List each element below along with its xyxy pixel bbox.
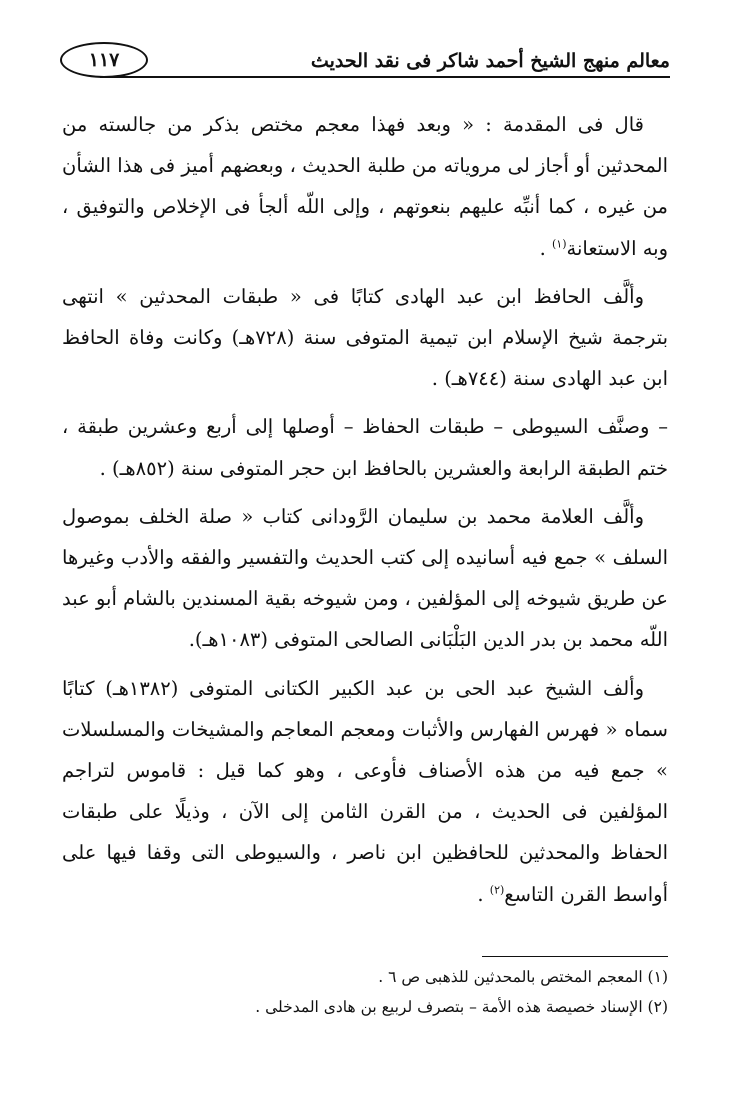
paragraph-text: قال فى المقدمة : « وبعد فهذا معجم مختص بذكر من جالسته من المحدثين أو أجاز لى مروياته من طلبة الحديث ، وبعضهم أميز فى هذا الشأن من غيره ، كما أنبِّه عليهم بنعوتهم ، وإلى اللّه ألجأ فى الإخلاص والتوفيق ، وبه الاستعانة bbox=[62, 113, 668, 260]
running-header-title: معالم منهج الشيخ أحمد شاكر فى نقد الحديث bbox=[310, 50, 670, 72]
running-header bbox=[60, 42, 670, 80]
page-number: ١١٧ bbox=[60, 42, 148, 78]
paragraph-tail: . bbox=[539, 236, 552, 260]
paragraph-text: وألف الشيخ عبد الحى بن عبد الكبير الكتانى المتوفى (١٣٨٢هـ) كتابًا سماه « فهرس الفهارس والأثبات ومعجم المعاجم والمشيخات والمسلسلات » جمع فيه من هذه الأصناف فأوعى ، وهو كما قيل : قاموس لتراجم المؤلفين فى الحديث ، من القرن الثامن إلى الآن ، وذيلًا على طبقات الحفاظ والمحدثين للحافظين ابن ناصر ، والسيوطى التى وقفا فيها على أواسط القرن التاسع bbox=[62, 676, 668, 906]
body-text bbox=[62, 104, 668, 922]
paragraph-suyuti bbox=[62, 406, 668, 488]
paragraph-text: – وصنَّف السيوطى – طبقات الحفاظ – أوصلها إلى أربع وعشرين طبقة ، ختم الطبقة الرابعة والعشرين بالحافظ ابن حجر المتوفى سنة (٨٥٢هـ) . bbox=[62, 415, 668, 480]
footnote-separator bbox=[482, 956, 668, 957]
paragraph-text: وألَّف العلامة محمد بن سليمان الرَّودانى كتاب « صلة الخلف بموصول السلف » جمع فيه أسانيده إلى كتب الحديث والتفسير والفقه والأدب وغيرها عن طريق شيوخه إلى المؤلفين ، ومن شيوخه بقية المسندين بالشام أبو عبد اللّه محمد بن بدر الدين البَلْبَانى الصالحى المتوفى (١٠٨٣هـ). bbox=[62, 504, 668, 652]
footnote-1: (١) المعجم المختص بالمحدثين للذهبى ص ٦ . bbox=[378, 968, 668, 986]
footnote-2: (٢) الإسناد خصيصة هذه الأمة – بتصرف لربيع بن هادى المدخلى . bbox=[255, 998, 668, 1016]
header-rule bbox=[100, 76, 670, 78]
paragraph-rudani bbox=[62, 496, 668, 661]
paragraph-ibn-abd-al-hadi bbox=[62, 276, 668, 400]
paragraph-text: وألَّف الحافظ ابن عبد الهادى كتابًا فى « طبقات المحدثين » انتهى بترجمة شيخ الإسلام ابن تيمية المتوفى سنة (٧٢٨هـ) وكانت وفاة الحافظ ابن عبد الهادى سنة (٧٤٤هـ) . bbox=[62, 284, 669, 391]
footnote-ref-1: (١) bbox=[551, 237, 567, 251]
footnotes bbox=[62, 962, 668, 1022]
paragraph-kattani bbox=[62, 668, 668, 915]
paragraph-tail: . bbox=[477, 882, 490, 906]
footnote-ref-2: (٢) bbox=[489, 883, 505, 897]
paragraph-introduction-quote bbox=[62, 104, 668, 269]
